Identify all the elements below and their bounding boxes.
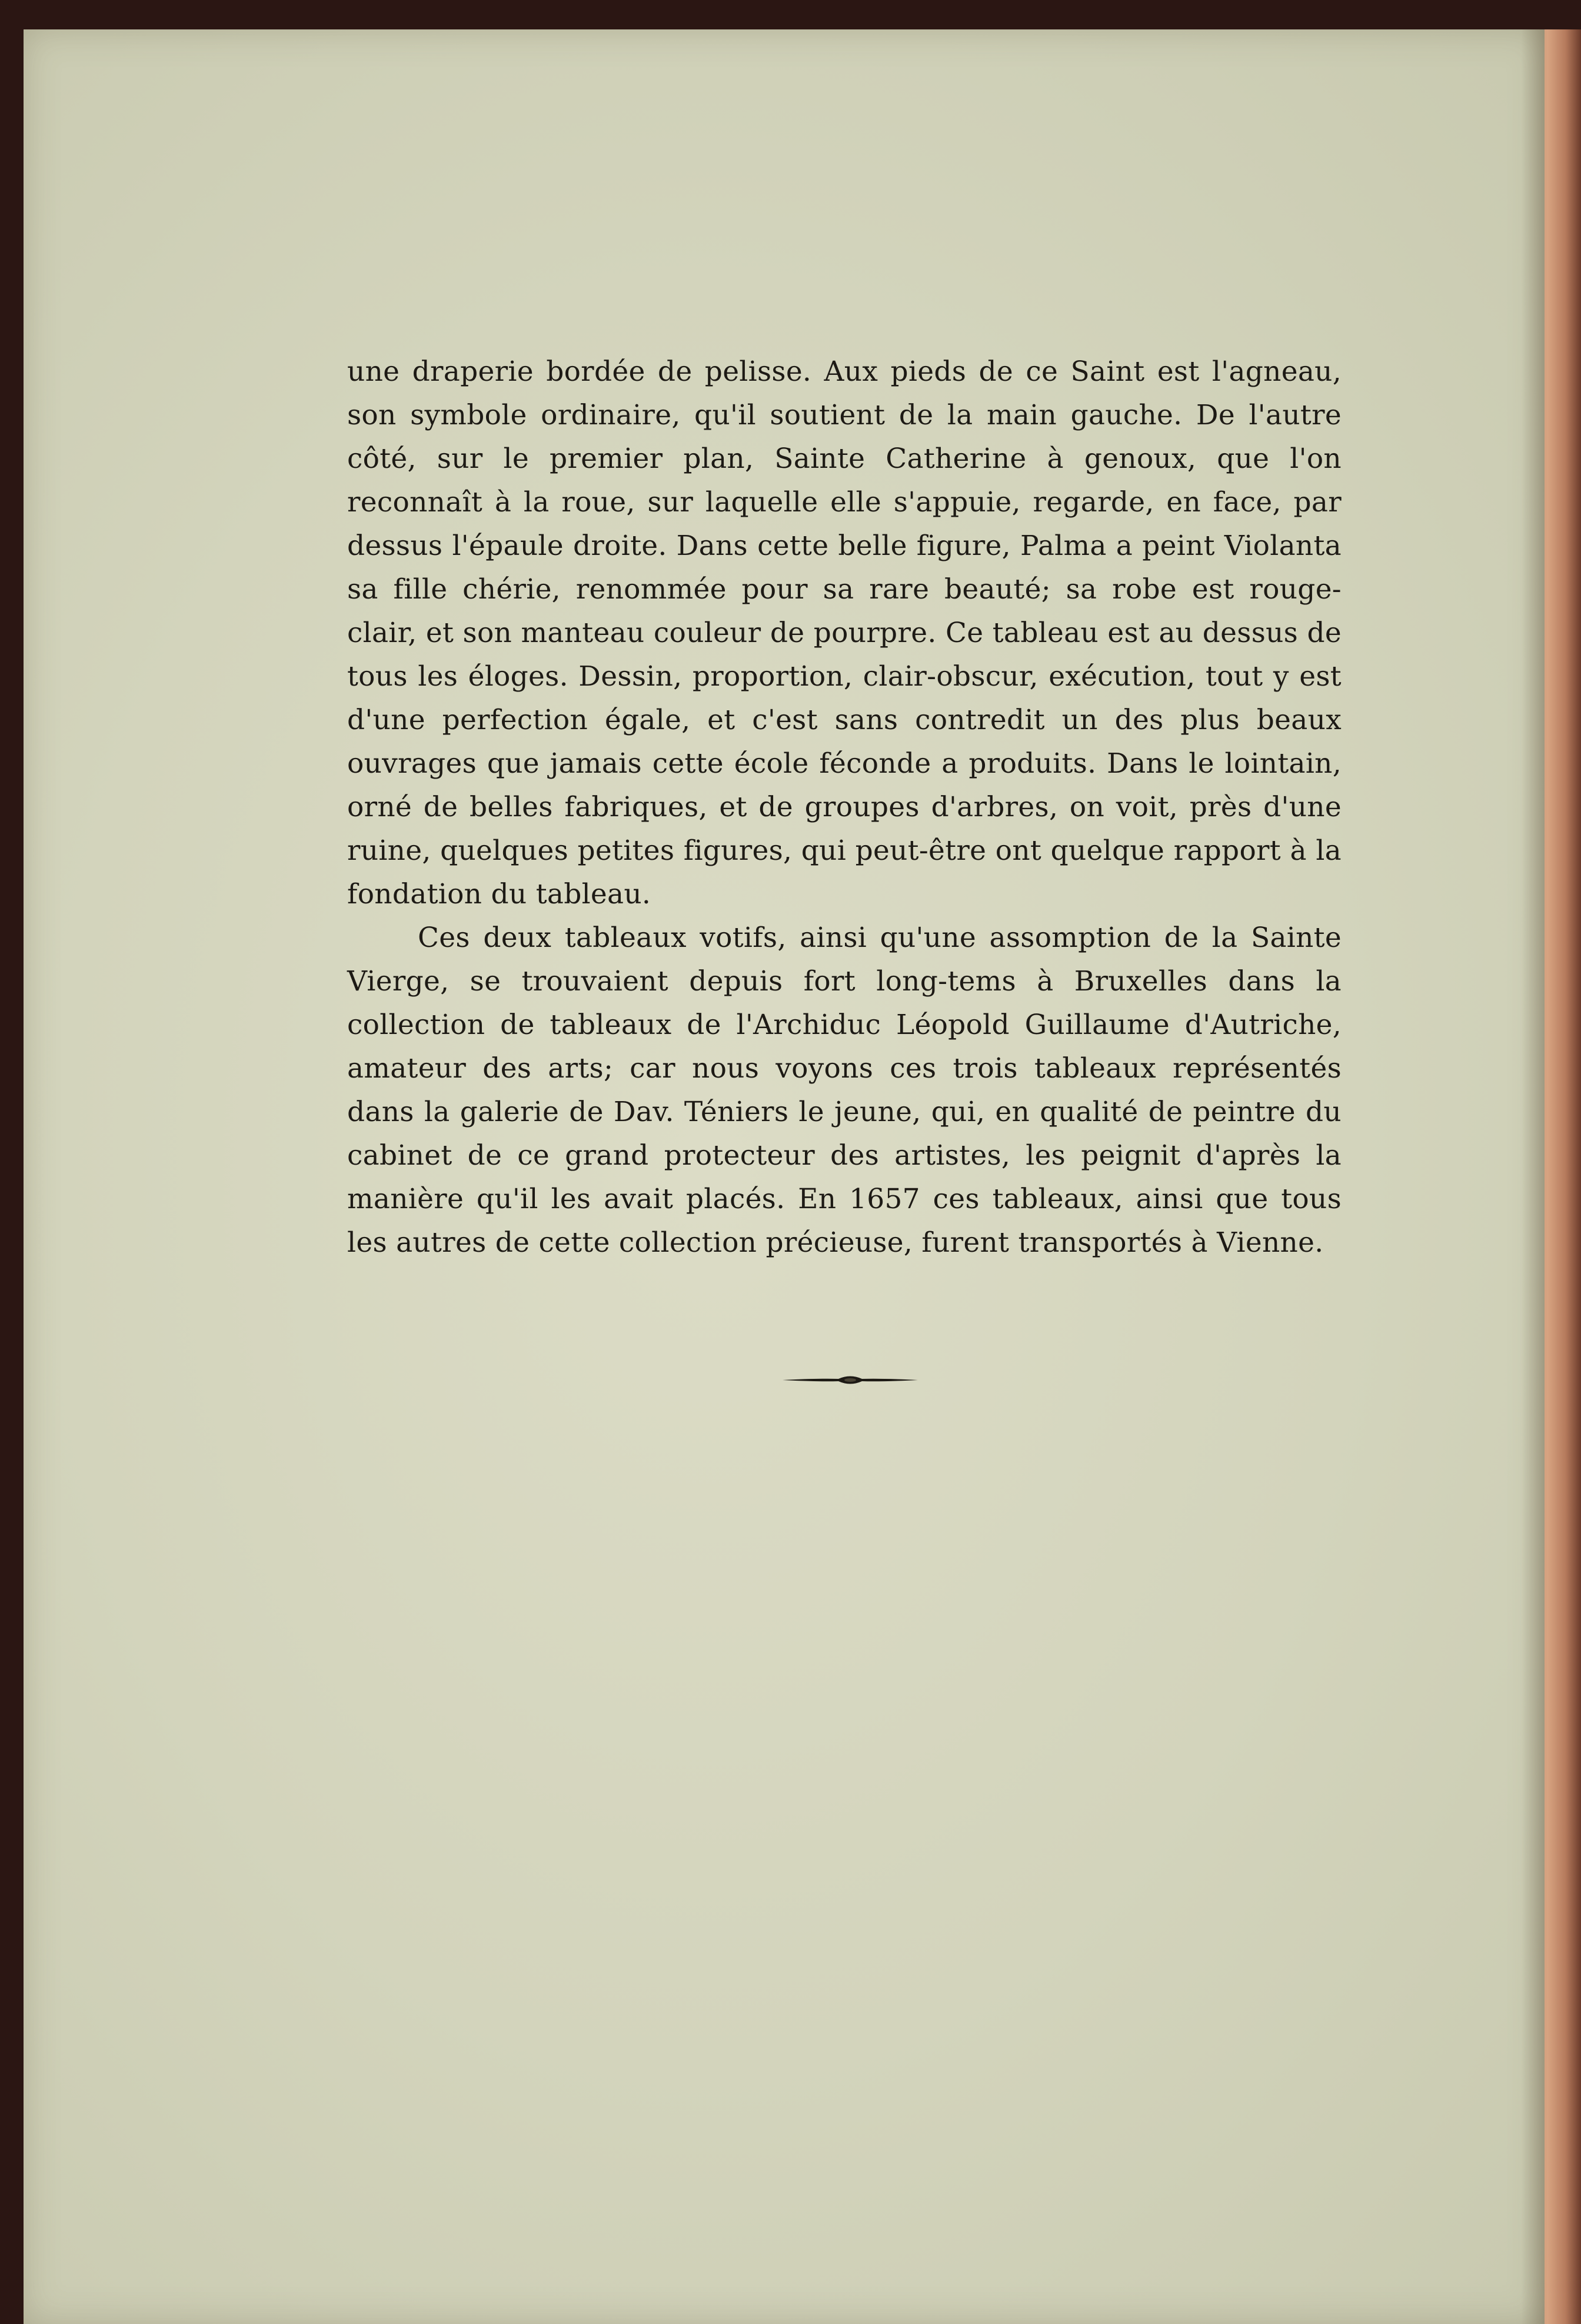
paragraph-2: Ces deux tableaux votifs, ainsi qu'une assomption de la Sainte Vierge, se trouvaient depuis fort long-tems à Bruxelles dans la collection de tableaux de l'Archiduc Léopold Guillaume d'Autriche, amateur des arts; car nous voyons ces trois tableaux représentés dans la galerie de Dav. Téniers le jeune, qui, en qualité de peintre du cabinet de ce grand protecteur des artistes, les peignit d'après la manière qu'il les avait placés. En 1657 ces tableaux, ainsi que tous les autres de cette collection précieuse, furent transportés à Vienne. xyxy=(347,922,1342,1259)
body-text xyxy=(347,350,1342,1265)
printer-ornament-icon xyxy=(783,1371,918,1389)
gutter-shadow xyxy=(1521,29,1545,2324)
paragraph-1: une draperie bordée de pelisse. Aux pieds de ce Saint est l'agneau, son symbole ordinaire, qu'il soutient de la main gauche. De l'autre côté, sur le premier plan, Sainte Catherine à genoux, que l'on reconnaît à la roue, sur laquelle elle s'appuie, regarde, en face, par dessus l'épaule droite. Dans cette belle figure, Palma a peint Violanta sa fille chérie, renommée pour sa rare beauté; sa robe est rouge-clair, et son manteau couleur de pourpre. Ce tableau est au dessus de tous les éloges. Dessin, proportion, clair-obscur, exécution, tout y est d'une perfection égale, et c'est sans contredit un des plus beaux ouvrages que jamais cette école féconde a produits. Dans le lointain, orné de belles fabriques, et de groupes d'arbres, on voit, près d'une ruine, quelques petites figures, qui peut-être ont quelque rapport à la fondation du tableau. xyxy=(347,355,1342,910)
